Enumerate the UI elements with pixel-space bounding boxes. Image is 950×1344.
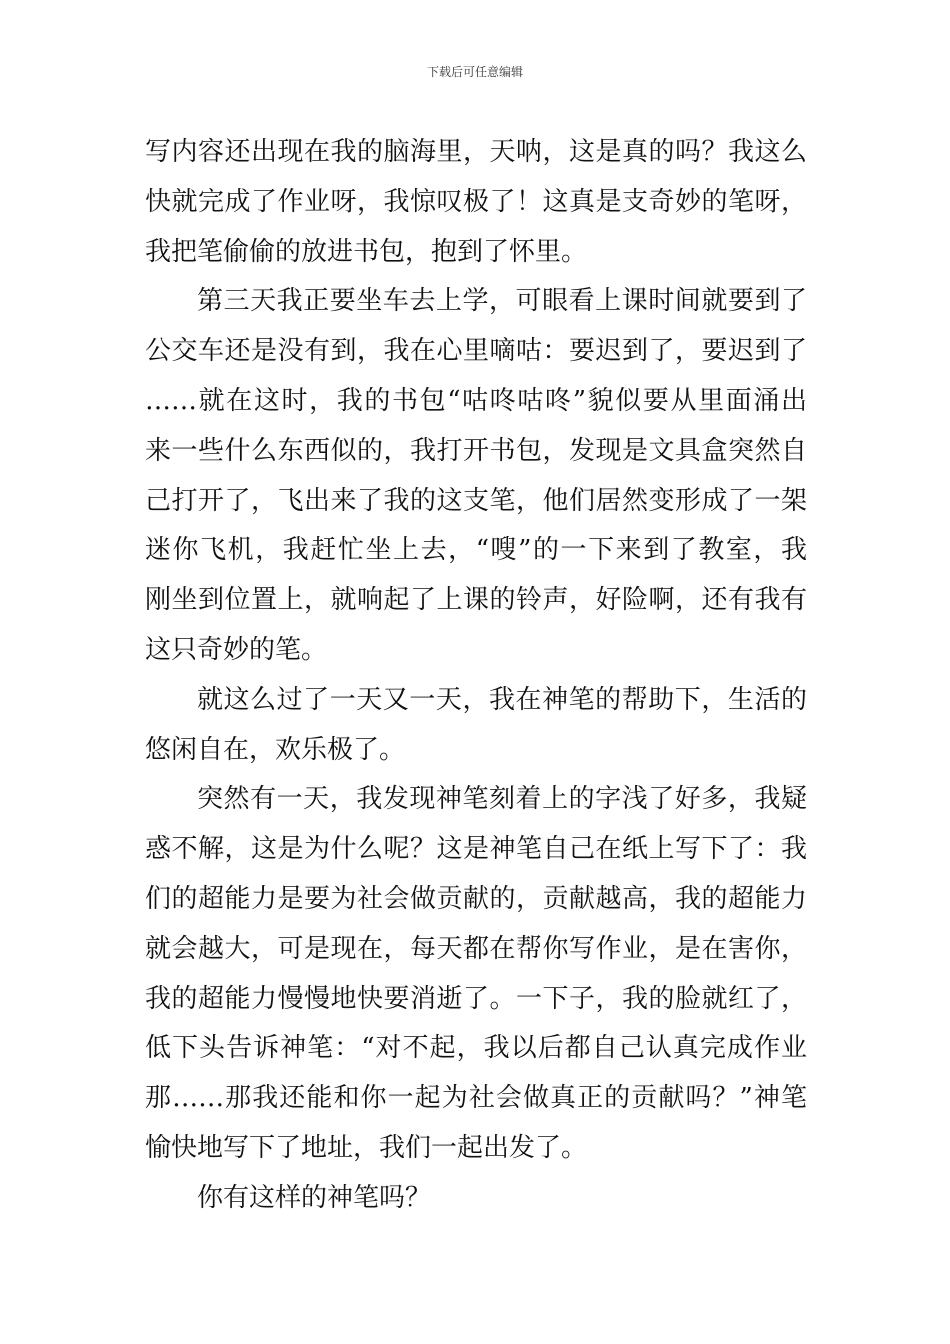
- text-line: 刚坐到位置上，就响起了上课的铃声，好险啊，还有我有: [145, 585, 807, 616]
- page-header: 下载后可任意编辑: [426, 65, 523, 79]
- text-line: 我的超能力慢慢地快要消逝了。一下子，我的脸就红了，: [145, 983, 807, 1014]
- body-text: [145, 128, 807, 1224]
- text-line: 低下头告诉神笔：“对不起，我以后都自己认真完成作业: [145, 1033, 807, 1064]
- text-line: 快就完成了作业呀，我惊叹极了！这真是支奇妙的笔呀，: [145, 186, 807, 217]
- text-line: 这只奇妙的笔。: [145, 634, 328, 665]
- text-line: 我把笔偷偷的放进书包，抱到了怀里。: [145, 236, 588, 267]
- text-line: 你有这样的神笔吗？: [197, 1182, 432, 1213]
- text-line: 就会越大，可是现在，每天都在帮你写作业，是在害你，: [145, 933, 807, 964]
- text-line: 就这么过了一天又一天，我在神笔的帮助下，生活的: [197, 684, 807, 715]
- text-line: 突然有一天，我发现神笔刻着上的字浅了好多，我疑: [197, 784, 807, 815]
- text-line: 公交车还是没有到，我在心里嘀咕：要迟到了，要迟到了: [145, 336, 807, 367]
- text-line: 写内容还出现在我的脑海里，天呐，这是真的吗？我这么: [145, 137, 807, 167]
- text-line: 来一些什么东西似的，我打开书包，发现是文具盒突然自: [145, 435, 807, 466]
- text-line: 惑不解，这是为什么呢？这是神笔自己在纸上写下了：我: [145, 834, 807, 865]
- text-line: 那……那我还能和你一起为社会做真正的贡献吗？”神笔: [145, 1083, 807, 1114]
- text-line: 迷你飞机，我赶忙坐上去，“嗖”的一下来到了教室，我: [145, 535, 807, 566]
- text-line: 第三天我正要坐车去上学，可眼看上课时间就要到了: [197, 286, 807, 317]
- text-line: 己打开了，飞出来了我的这支笔，他们居然变形成了一架: [145, 485, 807, 516]
- text-line: ……就在这时，我的书包“咕咚咕咚”貌似要从里面涌出: [145, 385, 807, 416]
- text-line: 愉快地写下了地址，我们一起出发了。: [145, 1132, 588, 1163]
- text-line: 悠闲自在，欢乐极了。: [145, 734, 406, 765]
- text-line: 们的超能力是要为社会做贡献的，贡献越高，我的超能力: [145, 883, 807, 914]
